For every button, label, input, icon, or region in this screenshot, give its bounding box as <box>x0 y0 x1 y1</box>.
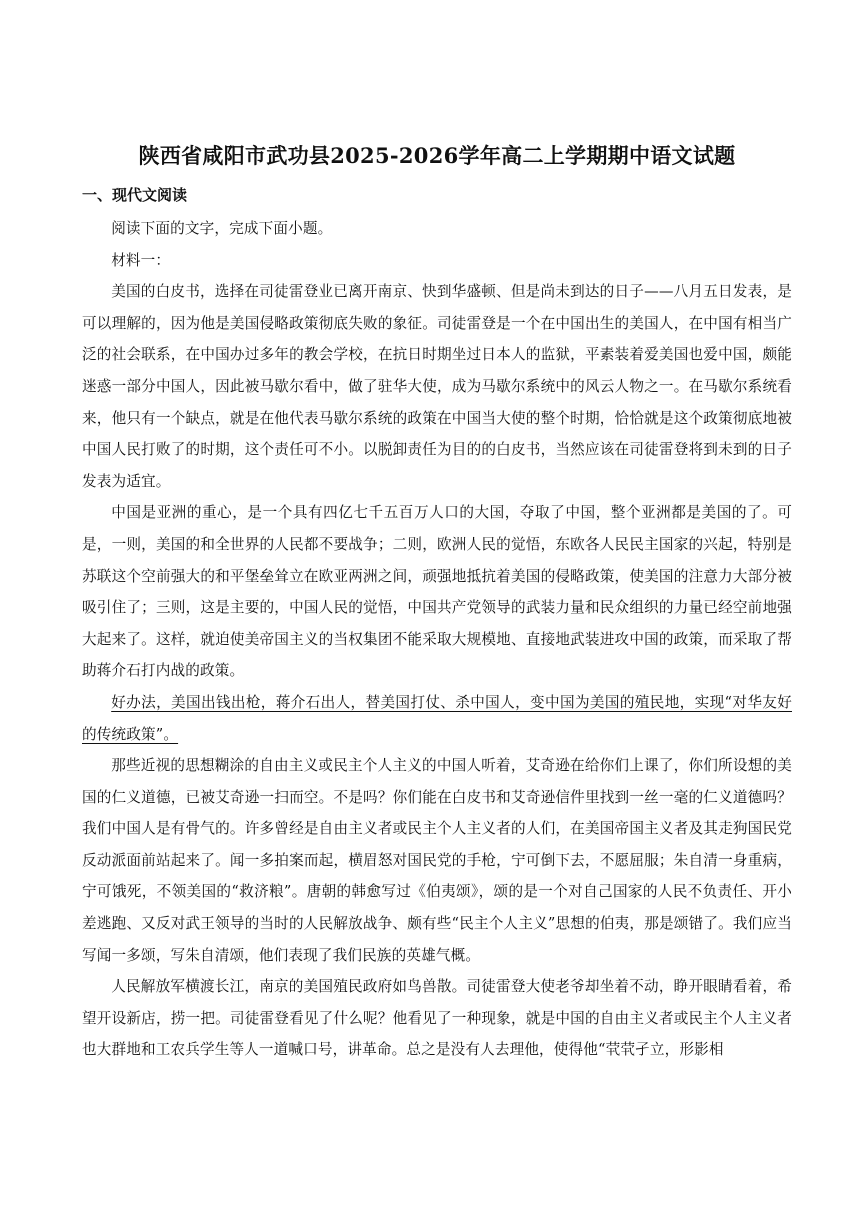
instruction-text: 阅读下面的文字，完成下面小题。 <box>111 220 333 237</box>
section-heading: 一、现代文阅读 <box>82 186 188 204</box>
paragraph-2: 中国是亚洲的重心，是一个具有四亿七千五百万人口的大国，夺取了中国，整个亚洲都是美国的了。可是，一则，美国的和全世界的人民都不要战争；二则，欧洲人民的觉悟，东欧各人民民主国家的兴起，特别是苏联这个空前强大的和平堡垒耸立在欧亚两洲之间，顽强地抵抗着美国的侵略政策，使美国的注意力大部分被吸引住了；三则，这是主要的，中国人民的觉悟，中国共产党领导的武装力量和民众组织的力量已经空前地强大起来了。这样，就迫使美帝国主义的当权集团不能采取大规模地、直接地武装进攻中国的政策，而采取了帮助蒋介石打内战的政策。 <box>82 504 792 680</box>
material-label: 材料一： <box>111 251 171 269</box>
paragraph-3-underlined: 好办法，美国出钱出枪，蒋介石出人，替美国打仗、杀中国人，变中国为美国的殖民地，实现“对华友好的传统政策”。 <box>82 693 792 743</box>
paragraph-4: 那些近视的思想糊涂的自由主义或民主个人主义的中国人听着，艾奇逊在给你们上课了，你们所设想的美国的仁义道德，已被艾奇逊一扫而空。不是吗？你们能在白皮书和艾奇逊信件里找到一丝一毫的仁义道德吗？我们中国人是有骨气的。许多曾经是自由主义者或民主个人主义者的人们，在美国帝国主义者及其走狗国民党反动派面前站起来了。闻一多拍案而起，横眉怒对国民党的手枪，宁可倒下去，不愿屈服；朱自清一身重病，宁可饿死，不领美国的“救济粮”。唐朝的韩愈写过《伯夷颂》，颂的是一个对自己国家的人民不负责任、开小差逃跑、又反对武王领导的当时的人民解放战争、颇有些“民主个人主义”思想的伯夷，那是颂错了。我们应当写闻一多颂，写朱自清颂，他们表现了我们民族的英雄气概。 <box>82 757 792 964</box>
document-title: 陕西省咸阳市武功县2025-2026学年高二上学期期中语文试题 <box>138 143 736 168</box>
paragraph-5: 人民解放军横渡长江，南京的美国殖民政府如鸟兽散。司徒雷登大使老爷却坐着不动，睁开眼睛看着，希望开设新店，捞一把。司徒雷登看见了什么呢？他看见了一种现象，就是中国的自由主义者或民主个人主义者也大群地和工农兵学生等人一道喊口号，讲革命。总之是没有人去理他，使得他“茕茕孑立，形影相 <box>82 978 792 1059</box>
paragraph-1: 美国的白皮书，选择在司徒雷登业已离开南京、快到华盛顿、但是尚未到达的日子——八月五日发表，是可以理解的，因为他是美国侵略政策彻底失败的象征。司徒雷登是一个在中国出生的美国人，在中国有相当广泛的社会联系，在中国办过多年的教会学校，在抗日时期坐过日本人的监狱，平素装着爱美国也爱中国，颇能迷惑一部分中国人，因此被马歇尔看中，做了驻华大使，成为马歇尔系统中的风云人物之一。在马歇尔系统看来，他只有一个缺点，就是在他代表马歇尔系统的政策在中国当大使的整个时期，恰恰就是这个政策彻底地被中国人民打败了的时期，这个责任可不小。以脱卸责任为目的的白皮书，当然应该在司徒雷登将到未到的日子发表为适宜。 <box>82 283 792 490</box>
